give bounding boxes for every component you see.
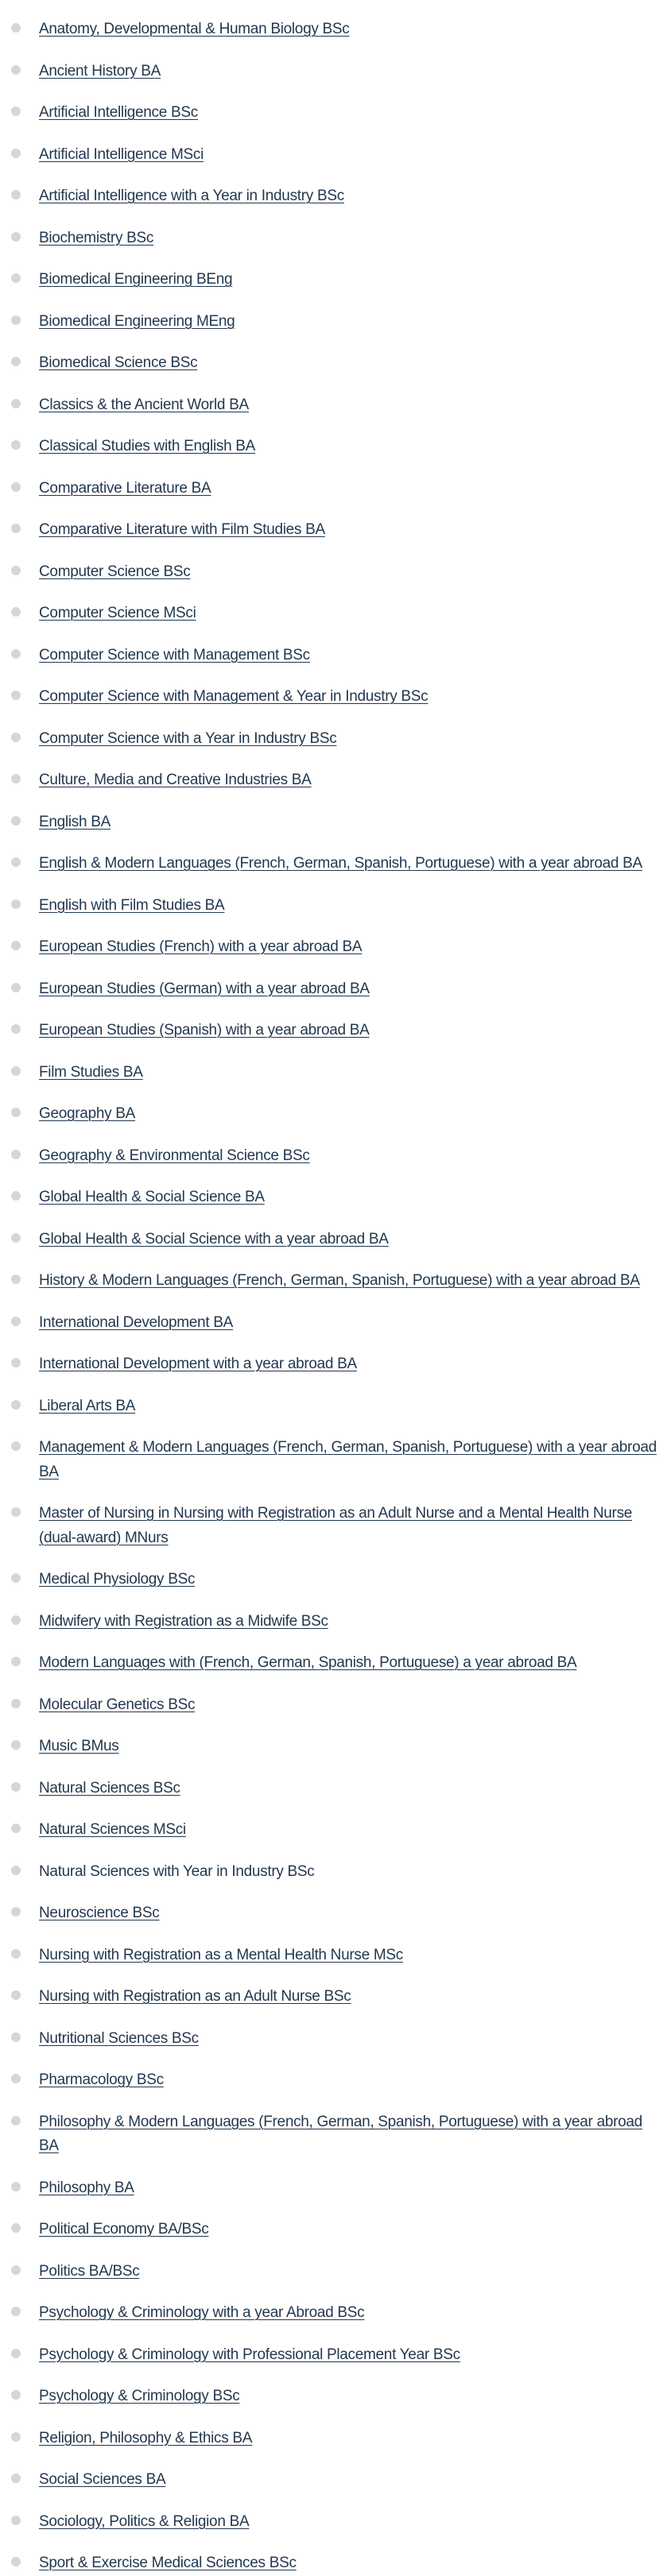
list-item bbox=[0, 310, 671, 335]
bullet-icon bbox=[11, 1990, 21, 2000]
course-link[interactable]: European Studies (Spanish) with a year abroad BA bbox=[39, 1022, 370, 1039]
bullet-icon bbox=[11, 733, 21, 742]
course-link[interactable]: European Studies (French) with a year abroad BA bbox=[39, 938, 363, 955]
list-item bbox=[0, 351, 671, 376]
course-link[interactable]: Biomedical Science BSc bbox=[39, 354, 198, 371]
list-item bbox=[0, 727, 671, 752]
list-item bbox=[0, 2301, 671, 2326]
course-link[interactable]: Artificial Intelligence with a Year in Industry BSc bbox=[39, 188, 344, 204]
course-link[interactable]: Biomedical Engineering MEng bbox=[39, 312, 235, 330]
course-link[interactable]: Comparative Literature with Film Studies BA bbox=[39, 521, 325, 538]
list-item bbox=[0, 1693, 671, 1718]
list-item bbox=[0, 977, 671, 1002]
list-item bbox=[0, 852, 671, 876]
list-item bbox=[0, 477, 671, 501]
bullet-icon bbox=[11, 524, 21, 533]
bullet-icon bbox=[11, 1657, 21, 1666]
bullet-icon bbox=[11, 106, 21, 116]
bullet-icon bbox=[11, 2116, 21, 2125]
bullet-icon bbox=[11, 65, 21, 75]
course-link[interactable]: Liberal Arts BA bbox=[39, 1397, 136, 1414]
list-item bbox=[0, 768, 671, 793]
bullet-icon bbox=[11, 149, 21, 158]
list-item bbox=[0, 2551, 671, 2576]
bullet-icon bbox=[11, 1507, 21, 1517]
bullet-icon bbox=[11, 2033, 21, 2042]
bullet-icon bbox=[11, 1782, 21, 1792]
bullet-icon bbox=[11, 1317, 21, 1326]
course-link[interactable]: Ancient History BA bbox=[39, 62, 161, 79]
bullet-icon bbox=[11, 607, 21, 617]
course-link[interactable]: Nursing with Registration as a Mental Health Nurse MSc bbox=[39, 1946, 403, 1963]
bullet-icon bbox=[11, 1824, 21, 1833]
list-item bbox=[0, 2110, 671, 2159]
bullet-icon bbox=[11, 2223, 21, 2233]
bullet-icon bbox=[11, 816, 21, 826]
list-item bbox=[0, 1144, 671, 1169]
course-link[interactable]: European Studies (German) with a year abroad BA bbox=[39, 980, 370, 997]
course-link[interactable]: Classical Studies with English BA bbox=[39, 438, 256, 454]
bullet-icon bbox=[11, 190, 21, 199]
list-item bbox=[0, 1568, 671, 1592]
list-item bbox=[0, 1502, 671, 1550]
course-link[interactable]: Philosophy & Modern Languages (French, German, Spanish, Portuguese) with a year abroad BA bbox=[39, 2113, 642, 2154]
course-link[interactable]: Computer Science MSci bbox=[39, 605, 196, 621]
bullet-icon bbox=[11, 2182, 21, 2191]
course-link[interactable]: Biochemistry BSc bbox=[39, 229, 154, 246]
list-item bbox=[0, 226, 671, 251]
bullet-icon bbox=[11, 983, 21, 992]
course-link[interactable]: History & Modern Languages (French, German, Spanish, Portuguese) with a year abroad BA bbox=[39, 1272, 640, 1289]
course-link[interactable]: Religion, Philosophy & Ethics BA bbox=[39, 2429, 253, 2446]
course-link[interactable]: Comparative Literature BA bbox=[39, 479, 211, 497]
course-link[interactable]: Politics BA/BSc bbox=[39, 2262, 140, 2280]
bullet-icon bbox=[11, 2390, 21, 2400]
list-item bbox=[0, 2510, 671, 2535]
course-link[interactable]: Classics & the Ancient World BA bbox=[39, 396, 249, 413]
bullet-icon bbox=[11, 357, 21, 366]
course-link[interactable]: Psychology & Criminology BSc bbox=[39, 2388, 240, 2404]
course-link[interactable]: Film Studies BA bbox=[39, 1063, 143, 1081]
list-item bbox=[0, 101, 671, 126]
list-item bbox=[0, 1901, 671, 1926]
bullet-icon bbox=[11, 1441, 21, 1451]
course-link[interactable]: Master of Nursing in Nursing with Registration as an Adult Nurse and a Mental Health Nurse (dual-award) MNurs bbox=[39, 1505, 633, 1546]
course-link[interactable]: Modern Languages with (French, German, Spanish, Portuguese) a year abroad BA bbox=[39, 1654, 577, 1671]
course-link[interactable]: Artificial Intelligence BSc bbox=[39, 104, 198, 121]
list-item bbox=[0, 2427, 671, 2451]
bullet-icon bbox=[11, 482, 21, 492]
bullet-icon bbox=[11, 899, 21, 909]
bullet-icon bbox=[11, 1108, 21, 1117]
course-link[interactable]: Sociology, Politics & Religion BA bbox=[39, 2512, 250, 2530]
course-link[interactable]: Management & Modern Languages (French, German, Spanish, Portuguese) with a year abroad BA bbox=[39, 1439, 657, 1480]
list-item bbox=[0, 1944, 671, 1968]
course-link[interactable]: Philosophy BA bbox=[39, 2179, 134, 2196]
bullet-icon bbox=[11, 315, 21, 325]
list-item bbox=[0, 435, 671, 459]
course-link[interactable]: Medical Physiology BSc bbox=[39, 1571, 196, 1588]
bullet-icon bbox=[11, 399, 21, 408]
course-link[interactable]: Nutritional Sciences BSc bbox=[39, 2029, 199, 2047]
course-link[interactable]: Computer Science with Management BSc bbox=[39, 646, 310, 663]
course-link[interactable]: Geography & Environmental Science BSc bbox=[39, 1147, 310, 1164]
course-link[interactable]: Culture, Media and Creative Industries BA bbox=[39, 772, 312, 788]
list-item bbox=[0, 1860, 671, 1885]
list-item bbox=[0, 2218, 671, 2242]
course-link[interactable]: Biomedical Engineering BEng bbox=[39, 271, 233, 288]
list-item bbox=[0, 644, 671, 668]
list-item bbox=[0, 1186, 671, 1210]
list-item bbox=[0, 685, 671, 710]
course-link[interactable]: Computer Science with Management & Year in Industry BSc bbox=[39, 688, 429, 705]
bullet-icon bbox=[11, 1358, 21, 1367]
course-link[interactable]: Sport & Exercise Medical Sciences BSc bbox=[39, 2555, 297, 2571]
bullet-icon bbox=[11, 1866, 21, 1875]
list-item bbox=[0, 560, 671, 585]
bullet-icon bbox=[11, 2557, 21, 2566]
list-item bbox=[0, 393, 671, 418]
list-item bbox=[0, 1651, 671, 1676]
course-link[interactable]: Psychology & Criminology with Professional Placement Year BSc bbox=[39, 2346, 460, 2363]
list-item bbox=[0, 518, 671, 543]
bullet-icon bbox=[11, 1907, 21, 1917]
list-item bbox=[0, 2260, 671, 2284]
course-link[interactable]: Social Sciences BA bbox=[39, 2471, 166, 2488]
bullet-icon bbox=[11, 1740, 21, 1750]
list-item bbox=[0, 1777, 671, 1801]
course-label: Natural Sciences with Year in Industry BSc bbox=[39, 1862, 315, 1880]
bullet-icon bbox=[11, 1699, 21, 1708]
list-item bbox=[0, 1269, 671, 1294]
course-link[interactable]: Anatomy, Developmental & Human Biology BSc bbox=[39, 21, 350, 37]
bullet-icon bbox=[11, 1949, 21, 1959]
bullet-icon bbox=[11, 1150, 21, 1159]
bullet-icon bbox=[11, 440, 21, 450]
list-item bbox=[0, 2176, 671, 2201]
bullet-icon bbox=[11, 1274, 21, 1284]
list-item bbox=[0, 1735, 671, 1759]
course-link[interactable]: Computer Science BSc bbox=[39, 563, 191, 580]
course-link[interactable]: Music BMus bbox=[39, 1738, 119, 1754]
list-item bbox=[0, 2027, 671, 2052]
list-item bbox=[0, 1436, 671, 1484]
course-link[interactable]: English with Film Studies BA bbox=[39, 896, 225, 914]
list-item bbox=[0, 1228, 671, 1252]
course-link[interactable]: Psychology & Criminology with a year Abroad BSc bbox=[39, 2304, 365, 2321]
course-link[interactable]: International Development BA bbox=[39, 1313, 234, 1331]
list-item bbox=[0, 2468, 671, 2493]
bullet-icon bbox=[11, 2474, 21, 2483]
list-item bbox=[0, 1610, 671, 1634]
bullet-icon bbox=[11, 2307, 21, 2316]
list-item bbox=[0, 2385, 671, 2409]
list-item bbox=[0, 60, 671, 84]
bullet-icon bbox=[11, 1615, 21, 1625]
bullet-icon bbox=[11, 1400, 21, 1410]
bullet-icon bbox=[11, 857, 21, 867]
course-link[interactable]: Global Health & Social Science BA bbox=[39, 1189, 265, 1205]
bullet-icon bbox=[11, 774, 21, 783]
bullet-icon bbox=[11, 649, 21, 659]
bullet-icon bbox=[11, 1024, 21, 1034]
list-item bbox=[0, 894, 671, 919]
bullet-icon bbox=[11, 1191, 21, 1201]
list-item bbox=[0, 1352, 671, 1377]
bullet-icon bbox=[11, 273, 21, 283]
list-item bbox=[0, 1061, 671, 1085]
list-item bbox=[0, 1102, 671, 1127]
bullet-icon bbox=[11, 2349, 21, 2358]
list-item bbox=[0, 268, 671, 292]
course-link[interactable]: Artificial Intelligence MSci bbox=[39, 145, 204, 163]
bullet-icon bbox=[11, 2516, 21, 2525]
bullet-icon bbox=[11, 23, 21, 33]
course-link[interactable]: Computer Science with a Year in Industry BSc bbox=[39, 729, 337, 747]
course-link[interactable]: Midwifery with Registration as a Midwife BSc bbox=[39, 1612, 328, 1630]
bullet-icon bbox=[11, 566, 21, 575]
list-item bbox=[0, 1019, 671, 1043]
list-item bbox=[0, 2068, 671, 2093]
list-item bbox=[0, 935, 671, 960]
bullet-icon bbox=[11, 2432, 21, 2442]
course-link[interactable]: Political Economy BA/BSc bbox=[39, 2221, 209, 2238]
bullet-icon bbox=[11, 2074, 21, 2083]
list-item bbox=[0, 810, 671, 835]
bullet-icon bbox=[11, 1066, 21, 1076]
course-link[interactable]: Geography BA bbox=[39, 1105, 136, 1122]
list-item bbox=[0, 1311, 671, 1336]
bullet-icon bbox=[11, 2265, 21, 2275]
course-link[interactable]: Pharmacology BSc bbox=[39, 2071, 164, 2088]
bullet-icon bbox=[11, 941, 21, 950]
list-item bbox=[0, 1985, 671, 2009]
list-item bbox=[0, 17, 671, 42]
bullet-icon bbox=[11, 690, 21, 700]
list-item bbox=[0, 1818, 671, 1843]
list-item bbox=[0, 143, 671, 168]
course-link[interactable]: English BA bbox=[39, 813, 111, 830]
course-link[interactable]: Natural Sciences MSci bbox=[39, 1821, 186, 1838]
list-item bbox=[0, 2343, 671, 2368]
course-link[interactable]: Natural Sciences BSc bbox=[39, 1779, 180, 1797]
list-item bbox=[0, 184, 671, 209]
course-link[interactable]: English & Modern Languages (French, German, Spanish, Portuguese) with a year abroad BA bbox=[39, 855, 642, 872]
bullet-icon bbox=[11, 232, 21, 242]
course-link[interactable]: Molecular Genetics BSc bbox=[39, 1696, 196, 1713]
course-link[interactable]: Neuroscience BSc bbox=[39, 1905, 160, 1921]
course-link[interactable]: International Development with a year abroad BA bbox=[39, 1356, 357, 1372]
list-item bbox=[0, 601, 671, 626]
bullet-icon bbox=[11, 1573, 21, 1583]
course-link[interactable]: Nursing with Registration as an Adult Nurse BSc bbox=[39, 1988, 351, 2005]
course-link[interactable]: Global Health & Social Science with a year abroad BA bbox=[39, 1230, 389, 1247]
list-item bbox=[0, 1394, 671, 1419]
bullet-icon bbox=[11, 1233, 21, 1243]
